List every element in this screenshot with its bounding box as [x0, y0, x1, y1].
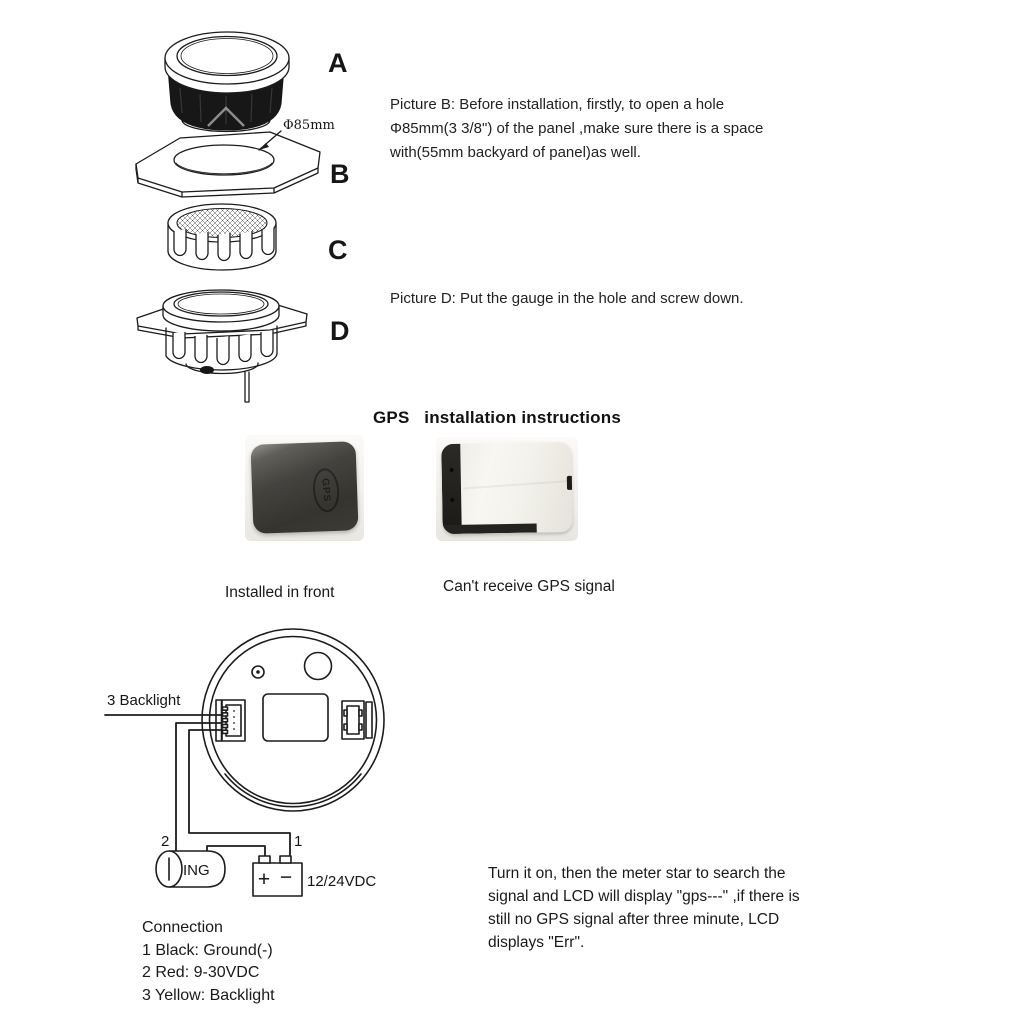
ignition-switch	[156, 851, 225, 887]
picture-d-note: Picture D: Put the gauge in the hole and screw down.	[390, 290, 744, 307]
right-connector	[342, 701, 364, 739]
wire-2-power	[176, 723, 222, 851]
battery	[253, 856, 376, 896]
wire-2-label: 2	[161, 833, 170, 850]
surface-crease	[463, 481, 567, 490]
locking-ring-part-c	[168, 204, 276, 270]
connection-line: 2 Red: 9-30VDC	[142, 964, 260, 981]
text-line: Φ85mm(3 3/8") of the panel ,make sure there is a space	[390, 120, 764, 137]
wire-1-label: 1	[294, 833, 303, 850]
text-line: Turn it on, then the meter star to search the	[488, 865, 786, 882]
ignition-label: ING	[183, 862, 210, 879]
left-connector	[222, 700, 245, 741]
gps-module-back	[441, 442, 573, 534]
gauge-body-part-a	[165, 32, 289, 132]
caption-cant-receive: Can't receive GPS signal	[443, 578, 615, 595]
photo-gps-back-side	[436, 437, 578, 541]
backlight-wire-label: 3 Backlight	[107, 692, 181, 709]
left-bracket-bar	[216, 700, 222, 741]
battery-minus-sign: −	[279, 866, 293, 889]
connection-line: 3 Yellow: Backlight	[142, 986, 275, 1004]
label-part-c: C	[328, 235, 348, 265]
hole-diameter-label: Φ85mm	[283, 118, 335, 133]
text-line: displays "Err".	[488, 934, 585, 951]
screw-dot	[450, 498, 454, 502]
connection-line: 1 Black: Ground(-)	[142, 941, 273, 959]
battery-plus-sign: +	[257, 868, 271, 891]
module-side-notch	[567, 476, 573, 490]
photo-gps-installed-front	[245, 435, 364, 541]
module-dark-edge	[441, 444, 462, 534]
power-on-note	[488, 862, 868, 954]
battery-voltage-label: 12/24VDC	[307, 873, 377, 890]
label-part-a: A	[328, 48, 348, 78]
text-line: signal and LCD will display "gps---" ,if there is	[488, 888, 800, 905]
picture-b-note	[390, 93, 810, 165]
battery-plus-terminal	[259, 856, 270, 863]
right-bracket-bar	[366, 702, 372, 738]
gps-module-front	[250, 441, 358, 534]
gps-logo-text: GPS	[319, 477, 333, 503]
gps-section-heading: GPS installation instructions	[373, 408, 622, 427]
module-bottom-edge	[443, 523, 537, 534]
text-line: still no GPS signal after three minute, LCD	[488, 911, 780, 928]
caption-installed-front: Installed in front	[225, 584, 335, 601]
label-part-b: B	[330, 159, 350, 189]
text-line: with(55mm backyard of panel)as well.	[390, 144, 641, 161]
gps-logo	[311, 467, 341, 513]
battery-minus-terminal	[280, 856, 291, 863]
text-line: Picture B: Before installation, firstly, to open a hole	[390, 96, 725, 113]
wiring-diagram	[95, 615, 405, 915]
exploded-view-diagram	[120, 18, 380, 410]
connection-title: Connection	[142, 919, 223, 936]
connection-legend	[142, 917, 275, 1007]
assembled-gauge-part-d	[137, 290, 307, 402]
label-part-d: D	[330, 316, 350, 346]
